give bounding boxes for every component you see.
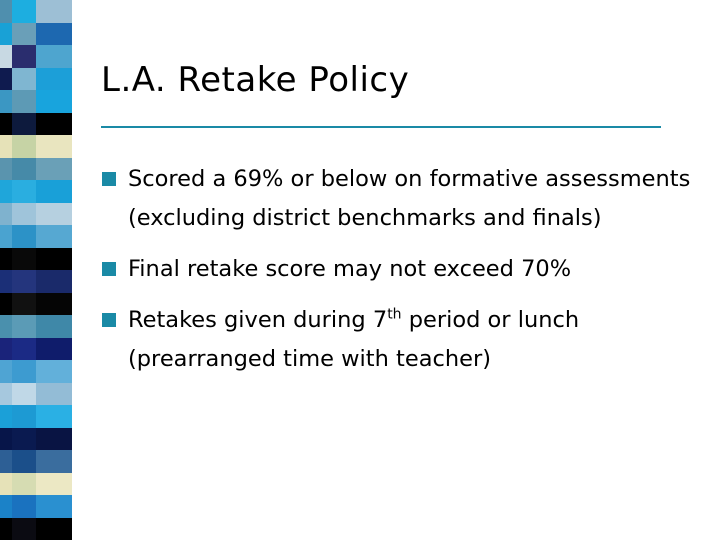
- stripe-segment: [12, 473, 36, 496]
- stripe-segment: [12, 113, 36, 136]
- superscript-th: th: [387, 306, 402, 323]
- stripe-segment: [12, 45, 36, 68]
- stripe-segment: [36, 68, 72, 91]
- stripe-segment: [0, 0, 12, 23]
- stripe-segment: [12, 225, 36, 248]
- bullet-text-before: Retakes given during 7: [128, 307, 388, 333]
- stripe-segment: [36, 360, 72, 383]
- stripe-segment: [0, 45, 12, 68]
- stripe-segment: [0, 360, 12, 383]
- slide-title: L.A. Retake Policy: [101, 60, 410, 100]
- bullet-item: [100, 160, 700, 238]
- square-bullet-icon: [102, 313, 116, 327]
- stripe-segment: [36, 90, 72, 113]
- stripe-segment: [36, 338, 72, 361]
- stripe-segment: [36, 203, 72, 226]
- decorative-stripe: [0, 180, 72, 203]
- stripe-segment: [0, 338, 12, 361]
- stripe-segment: [0, 23, 12, 46]
- decorative-stripe: [0, 113, 72, 136]
- stripe-segment: [36, 405, 72, 428]
- decorative-stripe: [0, 248, 72, 271]
- stripe-segment: [36, 113, 72, 136]
- decorative-stripe: [0, 315, 72, 338]
- stripe-segment: [0, 495, 12, 518]
- stripe-segment: [12, 0, 36, 23]
- stripe-segment: [0, 203, 12, 226]
- stripe-segment: [12, 248, 36, 271]
- stripe-segment: [0, 293, 12, 316]
- stripe-segment: [0, 383, 12, 406]
- bullet-text-after: period or lunch (prearranged time with teacher): [128, 307, 580, 372]
- decorative-stripe: [0, 405, 72, 428]
- decorative-stripe: [0, 495, 72, 518]
- stripe-segment: [36, 45, 72, 68]
- stripe-segment: [12, 270, 36, 293]
- stripe-segment: [12, 405, 36, 428]
- stripe-segment: [0, 473, 12, 496]
- stripe-segment: [0, 158, 12, 181]
- square-bullet-icon: [102, 172, 116, 186]
- stripe-segment: [36, 495, 72, 518]
- stripe-segment: [36, 180, 72, 203]
- stripe-segment: [0, 315, 12, 338]
- stripe-segment: [36, 270, 72, 293]
- decorative-stripe: [0, 338, 72, 361]
- decorative-stripe: [0, 203, 72, 226]
- stripe-segment: [36, 450, 72, 473]
- stripe-segment: [0, 248, 12, 271]
- stripe-segment: [36, 135, 72, 158]
- decorative-stripe-bar: [0, 0, 72, 540]
- stripe-segment: [12, 68, 36, 91]
- stripe-segment: [0, 135, 12, 158]
- decorative-stripe: [0, 518, 72, 540]
- bullet-item: [100, 301, 700, 379]
- decorative-stripe: [0, 360, 72, 383]
- stripe-segment: [0, 113, 12, 136]
- stripe-segment: [36, 383, 72, 406]
- stripe-segment: [12, 135, 36, 158]
- stripe-segment: [36, 23, 72, 46]
- stripe-segment: [12, 428, 36, 451]
- decorative-stripe: [0, 473, 72, 496]
- decorative-stripe: [0, 450, 72, 473]
- stripe-segment: [0, 450, 12, 473]
- stripe-segment: [36, 158, 72, 181]
- stripe-segment: [12, 383, 36, 406]
- decorative-stripe: [0, 135, 72, 158]
- stripe-segment: [12, 203, 36, 226]
- stripe-segment: [12, 23, 36, 46]
- stripe-segment: [12, 518, 36, 540]
- stripe-segment: [0, 405, 12, 428]
- stripe-segment: [36, 315, 72, 338]
- decorative-stripe: [0, 293, 72, 316]
- stripe-segment: [36, 293, 72, 316]
- stripe-segment: [0, 90, 12, 113]
- stripe-segment: [12, 293, 36, 316]
- stripe-segment: [12, 360, 36, 383]
- stripe-segment: [12, 90, 36, 113]
- stripe-segment: [36, 248, 72, 271]
- stripe-segment: [0, 428, 12, 451]
- decorative-stripe: [0, 383, 72, 406]
- stripe-segment: [12, 180, 36, 203]
- stripe-segment: [0, 518, 12, 540]
- bullet-item: [100, 250, 700, 289]
- square-bullet-icon: [102, 262, 116, 276]
- stripe-segment: [12, 338, 36, 361]
- decorative-stripe: [0, 428, 72, 451]
- stripe-segment: [12, 450, 36, 473]
- bullet-list: [100, 160, 700, 391]
- bullet-text: [128, 307, 579, 372]
- stripe-segment: [12, 158, 36, 181]
- decorative-stripe: [0, 225, 72, 248]
- stripe-segment: [36, 0, 72, 23]
- decorative-stripe: [0, 90, 72, 113]
- decorative-stripe: [0, 0, 72, 23]
- stripe-segment: [0, 68, 12, 91]
- decorative-stripe: [0, 68, 72, 91]
- bullet-text: Scored a 69% or below on formative assessments (excluding district benchmarks and finals): [128, 166, 691, 231]
- stripe-segment: [12, 315, 36, 338]
- stripe-segment: [36, 473, 72, 496]
- decorative-stripe: [0, 158, 72, 181]
- decorative-stripe: [0, 45, 72, 68]
- title-divider: [101, 126, 661, 128]
- stripe-segment: [0, 270, 12, 293]
- stripe-segment: [12, 495, 36, 518]
- stripe-segment: [36, 518, 72, 540]
- stripe-segment: [0, 180, 12, 203]
- stripe-segment: [0, 225, 12, 248]
- decorative-stripe: [0, 270, 72, 293]
- decorative-stripe: [0, 23, 72, 46]
- bullet-text: Final retake score may not exceed 70%: [128, 256, 572, 282]
- stripe-segment: [36, 225, 72, 248]
- stripe-segment: [36, 428, 72, 451]
